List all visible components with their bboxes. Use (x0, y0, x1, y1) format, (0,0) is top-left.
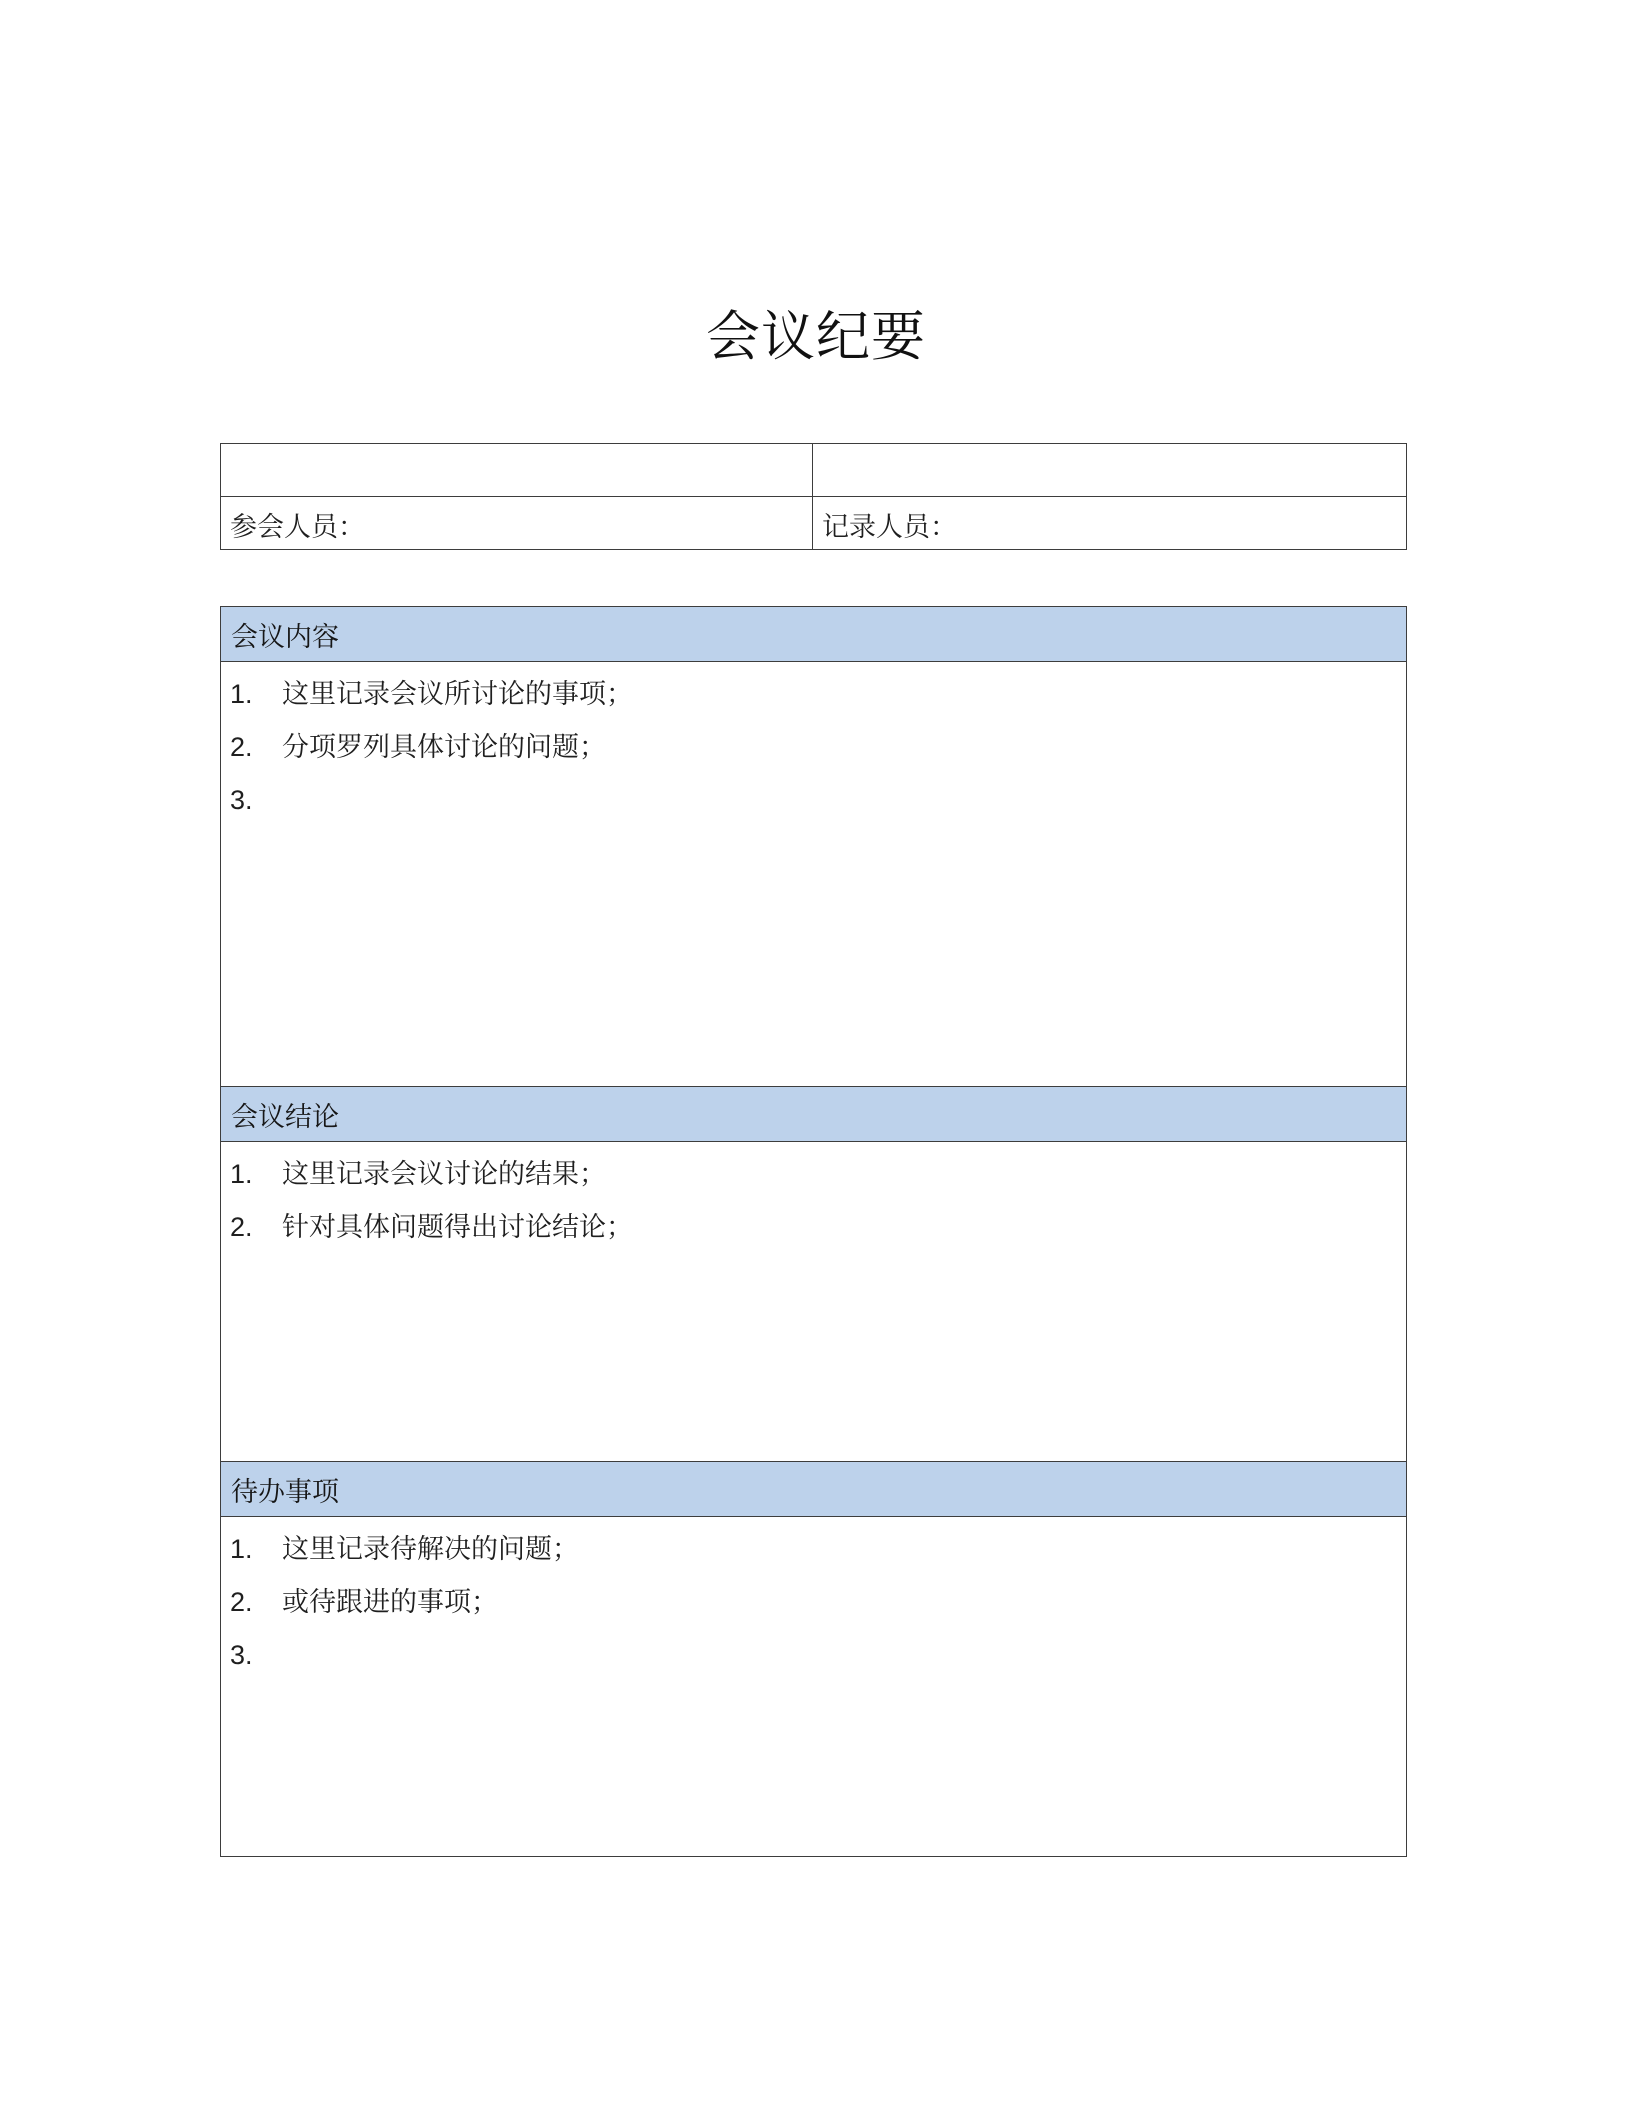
list-item-number: 2. (230, 1587, 253, 1617)
sections-block (220, 606, 1407, 1857)
list-item-text: 这里记录待解决的问题； (282, 1534, 579, 1564)
info-cell-top-left[interactable] (221, 444, 813, 497)
section-body-todo-items[interactable] (221, 1517, 1406, 1856)
section-header-label: 待办事项 (231, 1476, 339, 1507)
section-header-label: 会议内容 (231, 621, 339, 652)
section-header-meeting-content (221, 607, 1406, 662)
list-item (230, 1148, 1396, 1201)
list-item-number: 3. (230, 785, 253, 815)
section-body-meeting-content[interactable] (221, 662, 1406, 1087)
list-item (230, 1523, 1396, 1576)
list-item (230, 1576, 1396, 1629)
list-item-number: 2. (230, 732, 253, 762)
list-item-text: 这里记录会议讨论的结果； (282, 1159, 606, 1189)
section-header-meeting-conclusions (221, 1087, 1406, 1142)
info-cell-top-right[interactable] (813, 444, 1406, 497)
list-item-number: 1. (230, 679, 253, 709)
list-item-text: 或待跟进的事项； (282, 1587, 498, 1617)
section-header-todo-items (221, 1462, 1406, 1517)
list-item (230, 1201, 1396, 1254)
participants-label-cell[interactable]: 参会人员： (221, 497, 813, 550)
list-item-number: 1. (230, 1159, 253, 1189)
list-item-number: 1. (230, 1534, 253, 1564)
list-item (230, 721, 1396, 774)
list-item (230, 774, 1396, 827)
list-item-number: 2. (230, 1212, 253, 1242)
section-body-meeting-conclusions[interactable] (221, 1142, 1406, 1462)
list-item-text: 这里记录会议所讨论的事项； (282, 679, 633, 709)
list-item-text (282, 1629, 1396, 1682)
list-item (230, 668, 1396, 721)
list-item-text: 针对具体问题得出讨论结论； (282, 1212, 633, 1242)
list-item-text (282, 774, 1396, 827)
list-item-number: 3. (230, 1640, 253, 1670)
list-item (230, 1629, 1396, 1682)
recorder-label-cell[interactable]: 记录人员： (822, 511, 957, 542)
document-title: 会议纪要 (706, 307, 926, 367)
participants-table (220, 443, 1407, 550)
section-header-label: 会议结论 (231, 1101, 339, 1132)
list-item-text: 分项罗列具体讨论的问题； (282, 732, 606, 762)
